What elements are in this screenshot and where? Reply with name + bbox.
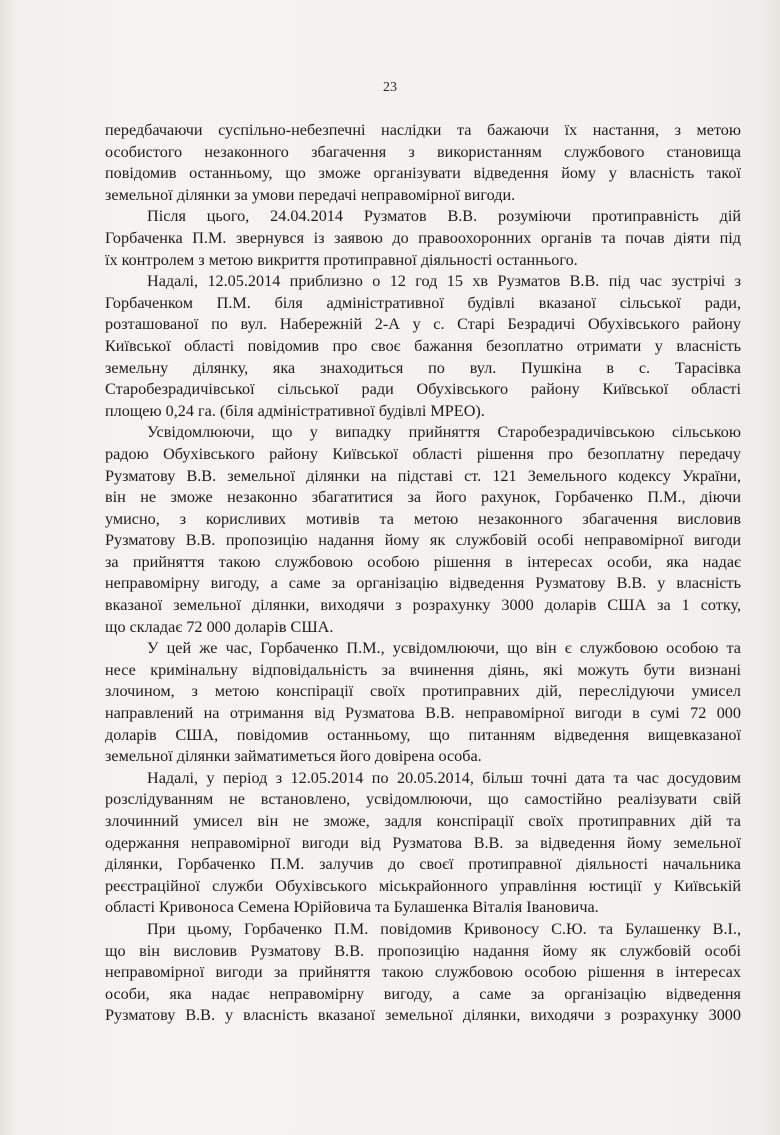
text-line: за прийняття такою службовою особою рішення в інтересах особи, яка надає xyxy=(105,552,741,571)
text-line: земельної ділянки за умови передачі неправомірної вигоди. xyxy=(105,185,516,204)
paragraph xyxy=(105,206,741,271)
text-line: що він висловив Рузматову В.В. пропозицію надання йому як службовій особі xyxy=(105,941,741,960)
text-line: злочином, з метою конспірації своїх протиправних дій, переслідуючи умисел xyxy=(105,682,741,701)
text-line: Надалі, 12.05.2014 приблизно о 12 год 15 хв Рузматов В.В. під час зустрічі з xyxy=(147,272,741,291)
text-line: особистого незаконного збагачення з використанням службового становища xyxy=(105,142,741,161)
page-number: 23 xyxy=(383,80,397,95)
text-line: неправомірної вигоди за прийняття такою службовою особою рішення в інтересах xyxy=(105,963,741,982)
text-line: Горбаченка П.М. звернувся із заявою до правоохоронних органів та почав діяти під xyxy=(105,228,741,247)
text-line: розслідуванням не встановлено, усвідомлюючи, що самостійно реалізувати свій xyxy=(105,790,741,809)
paragraph xyxy=(105,422,741,638)
text-line: Рузматову В.В. пропозицію надання йому як службовій особі неправомірної вигоди xyxy=(105,531,741,550)
text-line: направлений на отримання від Рузматова В.В. неправомірної вигоди в сумі 72 000 xyxy=(105,704,741,723)
paragraph xyxy=(105,919,741,1027)
text-line: Після цього, 24.04.2014 Рузматов В.В. розуміючи протиправність дій xyxy=(147,207,741,226)
text-line: При цьому, Горбаченко П.М. повідомив Кривоносу С.Ю. та Булашенку В.І., xyxy=(147,919,741,938)
text-line: області Кривоноса Семена Юрійовича та Булашенка Віталія Івановича. xyxy=(105,898,599,917)
text-line: Старобезрадичівської сільської ради Обухівського району Київської області xyxy=(105,380,741,399)
text-line: вказаної земельної ділянки, виходячи з розрахунку 3000 доларів США за 1 сотку, xyxy=(105,596,741,615)
paragraph xyxy=(105,271,741,422)
text-line: що складає 72 000 доларів США. xyxy=(105,617,334,636)
text-line: Рузматову В.В. земельної ділянки на підставі ст. 121 Земельного кодексу України, xyxy=(105,466,741,485)
text-line: особи, яка надає неправомірну вигоду, а саме за організацію відведення xyxy=(105,984,741,1003)
text-line: умисно, з корисливих мотивів та метою незаконного збагачення висловив xyxy=(105,509,741,528)
paragraph xyxy=(105,638,741,768)
text-line: Надалі, у період з 12.05.2014 по 20.05.2014, більш точні дата та час досудовим xyxy=(147,768,741,787)
text-line: передбачаючи суспільно-небезпечні наслідки та бажаючи їх настання, з метою xyxy=(105,121,741,139)
text-line: Рузматову В.В. у власність вказаної земельної ділянки, виходячи з розрахунку 3000 xyxy=(105,1006,741,1025)
paragraph xyxy=(105,120,741,206)
text-line: розташованої по вул. Набережній 2-А у с. Старі Безрадичі Обухівського району xyxy=(105,315,741,334)
text-line: радою Обухівського району Київської області рішення про безоплатну передачу xyxy=(105,444,741,463)
text-line: земельну ділянку, яка знаходиться по вул. Пушкіна в с. Тарасівка xyxy=(105,358,741,377)
text-line: Горбаченком П.М. біля адміністративної будівлі вказаної сільської ради, xyxy=(105,293,741,312)
text-line: їх контролем з метою викриття протиправної діяльності останнього. xyxy=(105,250,578,269)
document-body xyxy=(105,120,741,1027)
text-line: У цей же час, Горбаченко П.М., усвідомлюючи, що він є службовою особою та xyxy=(147,639,741,658)
text-line: доларів США, повідомив останньому, що питанням відведення вищевказаної xyxy=(105,725,741,744)
text-line: злочинний умисел він не зможе, задля конспірації своїх протиправних дій та xyxy=(105,812,741,830)
text-line: реєстраційної служби Обухівського міськрайонного управління юстиції у Київській xyxy=(105,876,741,895)
text-line: земельної ділянки займатиметься його довірена особа. xyxy=(105,747,482,766)
text-line: Усвідомлюючи, що у випадку прийняття Старобезрадичівською сільською xyxy=(147,423,741,442)
text-line: ділянки, Горбаченко П.М. залучив до своєї протиправної діяльності начальника xyxy=(105,855,741,874)
text-line: одержання неправомірної вигоди від Рузматова В.В. за відведення йому земельної xyxy=(105,833,741,852)
text-line: Київської області повідомив про своє бажання безоплатно отримати у власність xyxy=(105,336,741,355)
text-line: повідомив останньому, що зможе організувати відведення йому у власність такої xyxy=(105,164,741,183)
text-line: неправомірну вигоду, а саме за організацію відведення Рузматову В.В. у власність xyxy=(105,574,741,593)
text-line: площею 0,24 га. (біля адміністративної будівлі МРЕО). xyxy=(105,401,485,420)
text-line: він не зможе незаконно збагатитися за його рахунок, Горбаченко П.М., діючи xyxy=(105,488,741,507)
text-line: несе кримінальну відповідальність за вчинення діянь, які можуть бути визнані xyxy=(105,660,741,679)
paragraph xyxy=(105,768,741,919)
